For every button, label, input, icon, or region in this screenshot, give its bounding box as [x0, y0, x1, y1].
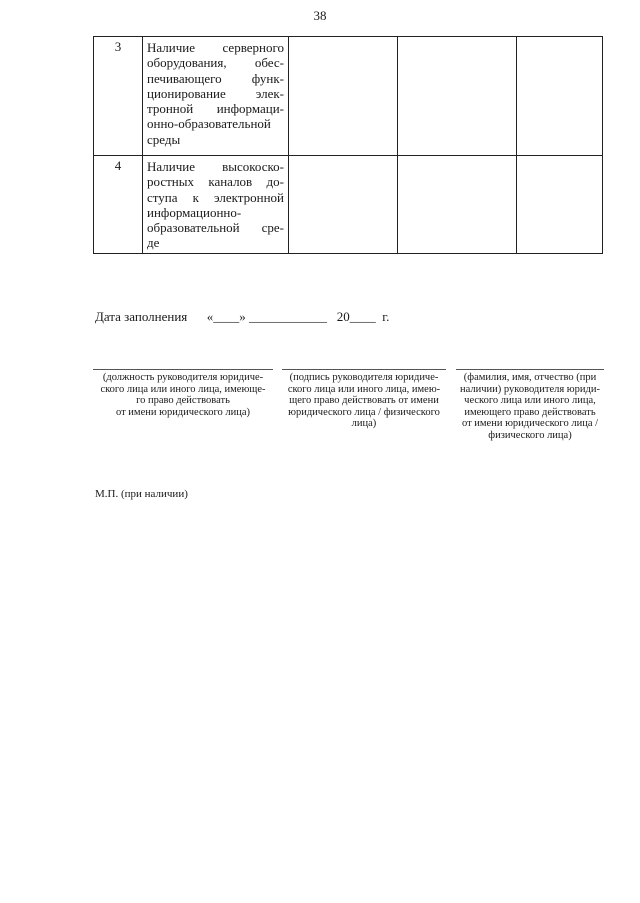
signature-caption-line: щего право действовать от имени: [289, 395, 439, 406]
signature-caption-line: физического лица): [488, 429, 572, 441]
signature-caption-line: ского лица или иного лица, имеюще-: [100, 383, 266, 395]
date-day-blank: «____»: [206, 309, 246, 324]
signature-caption-line: ческого лица или иного лица,: [464, 395, 596, 406]
date-year-blank: 20____: [336, 309, 376, 324]
empty-cell: [517, 156, 603, 254]
seal-note: М.П. (при наличии): [95, 488, 188, 500]
table-row: [94, 37, 603, 156]
description-line: информационно-: [147, 204, 242, 220]
signature-line: [93, 369, 273, 370]
empty-cell: [289, 156, 398, 254]
fill-date-label: Дата заполнения: [95, 309, 188, 324]
signature-caption-line: имеющего право действовать: [464, 406, 596, 418]
row-description: [143, 37, 289, 156]
empty-cell: [289, 37, 398, 156]
row-number: 3: [94, 37, 143, 156]
signature-caption-line: наличии) руководителя юриди-: [460, 383, 600, 395]
description-line: де: [147, 235, 160, 251]
fill-date-line: [95, 309, 389, 325]
signature-caption-line: (подпись руководителя юридиче-: [289, 372, 439, 383]
signature-caption-line: от имени юридического лица /: [461, 418, 599, 429]
description-line: ростных каналов до-: [147, 174, 284, 190]
criteria-table: [93, 36, 603, 254]
signature-caption-line: (должность руководителя юридиче-: [102, 372, 264, 383]
row-number: 4: [94, 156, 143, 254]
page-number: 38: [313, 8, 327, 23]
signature-caption-line: юридического лица / физического: [288, 406, 440, 418]
description-line: ционирование элек-: [147, 85, 284, 101]
description-line: тронной информаци-: [147, 101, 284, 117]
description-line: образовательной сре-: [147, 220, 284, 236]
signature-caption-line: го право действовать: [136, 395, 230, 406]
description-line: оборудования, обес-: [147, 55, 284, 71]
signature-caption-line: (фамилия, имя, отчество (при: [463, 372, 597, 383]
signature-position-block: [93, 369, 273, 418]
table-row: [94, 156, 603, 254]
description-line: Наличие высокоско-: [147, 159, 284, 174]
signature-sign-block: [282, 369, 446, 430]
date-month-blank: ____________: [249, 309, 328, 324]
signature-caption-line: от имени юридического лица): [115, 406, 251, 418]
signature-line: [282, 369, 446, 370]
empty-cell: [398, 37, 517, 156]
date-year-suffix: г.: [382, 309, 390, 324]
description-line: онно-образовательной: [147, 116, 271, 132]
description-line: ступа к электронной: [147, 189, 284, 205]
empty-cell: [398, 156, 517, 254]
description-line: среды: [147, 131, 181, 147]
description-line: Наличие серверного: [147, 40, 284, 55]
empty-cell: [517, 37, 603, 156]
signature-name-block: [456, 369, 604, 441]
signature-caption-line: ского лица или иного лица, имею-: [287, 383, 441, 395]
description-line: печивающего функ-: [147, 70, 284, 86]
signature-caption-line: лица): [351, 418, 377, 429]
row-description: [143, 156, 289, 254]
signature-line: [456, 369, 604, 370]
